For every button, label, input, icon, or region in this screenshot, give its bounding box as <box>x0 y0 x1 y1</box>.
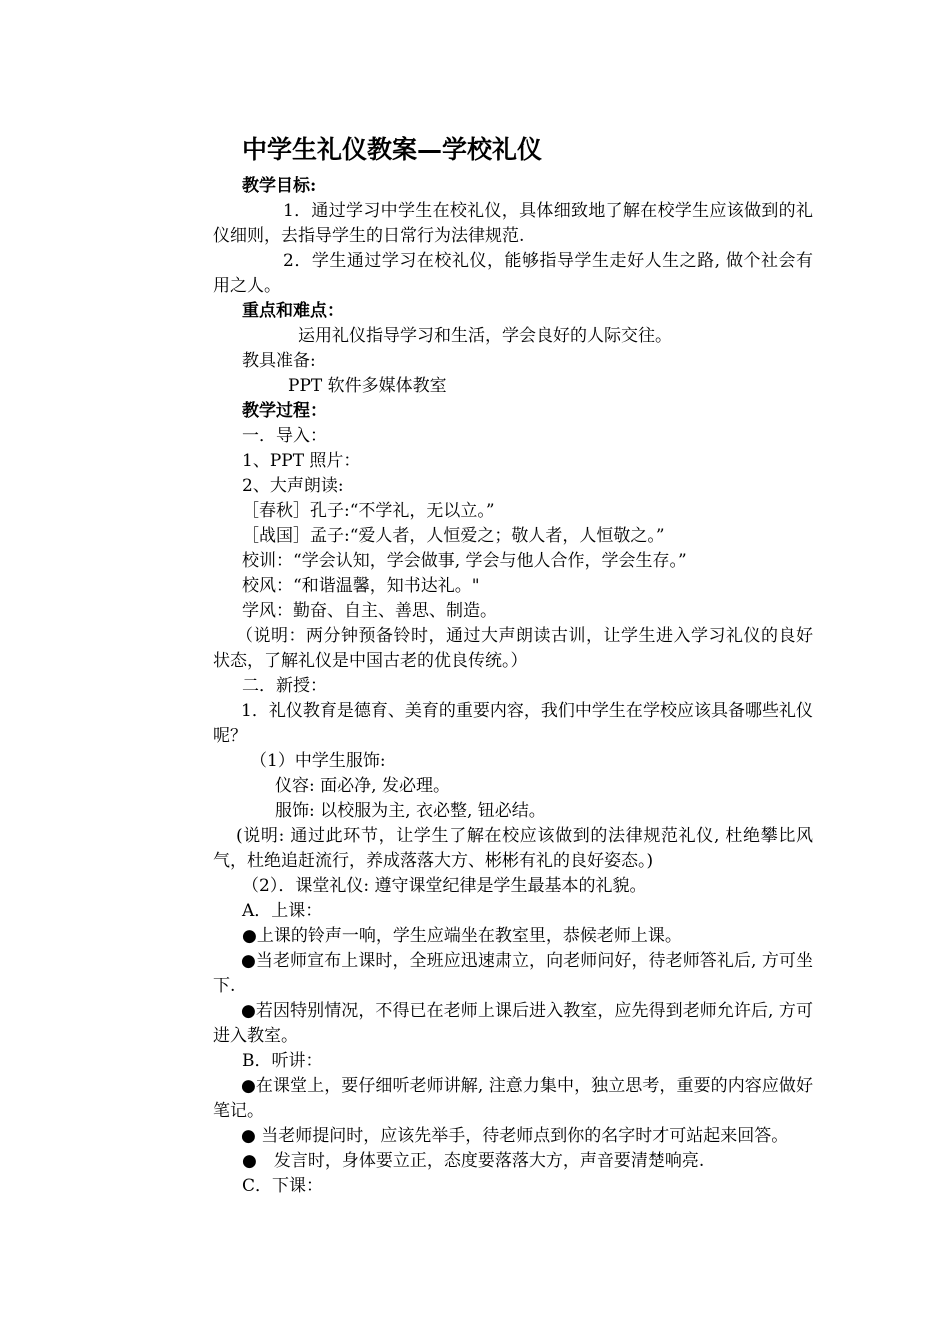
quote-confucius: ［春秋］孔子:“不学礼，无以立。” <box>242 501 495 521</box>
school-spirit: 校风：“和谐温馨，知书达礼。" <box>242 576 480 596</box>
listening-1: ●在课堂上，要仔细听老师讲解, 注意力集中，独立思考，重要的内容应做好笔记。 <box>213 1076 813 1121</box>
goals-heading: 教学目标: <box>242 176 317 196</box>
section-intro: 一．导入： <box>242 426 327 446</box>
section-new-lesson: 二．新授： <box>242 676 327 696</box>
listening-3: ● 发言时，身体要立正，态度要落落大方，声音要清楚响亮. <box>242 1151 705 1171</box>
sub-dress: （1）中学生服饰: <box>250 751 386 771</box>
study-style: 学风：勤奋、自主、善思、制造。 <box>242 601 497 621</box>
appearance-text: 仪容: 面必净, 发必理。 <box>275 776 450 796</box>
intro-item-1: 1、PPT 照片： <box>242 451 361 471</box>
process-heading: 教学过程： <box>242 401 327 421</box>
goal-2: 2．学生通过学习在校礼仪，能够指导学生走好人生之路, 做个社会有用之人。 <box>213 251 813 296</box>
note-intro: （说明：两分钟预备铃时，通过大声朗读古训，让学生进入学习礼仪的良好状态，了解礼仪是中国古老的优良传统。） <box>213 626 813 671</box>
class-end-heading: C．下课： <box>242 1176 324 1196</box>
tools-heading: 教具准备: <box>242 351 316 371</box>
class-start-1: ●上课的铃声一响，学生应端坐在教室里，恭候老师上课。 <box>242 926 682 946</box>
key-points-heading: 重点和难点： <box>242 301 344 321</box>
class-start-heading: A．上课： <box>242 901 323 921</box>
point-1: 1．礼仪教育是德育、美育的重要内容，我们中学生在学校应该具备哪些礼仪呢？ <box>213 701 813 746</box>
document-title: 中学生礼仪教案—学校礼仪 <box>242 135 543 164</box>
sub-classroom: （2）．课堂礼仪: 遵守课堂纪律是学生最基本的礼貌。 <box>242 876 647 896</box>
listening-2: ● 当老师提问时，应该先举手，待老师点到你的名字时才可站起来回答。 <box>241 1126 789 1146</box>
class-start-2: ●当老师宣布上课时，全班应迅速肃立，向老师问好，待老师答礼后, 方可坐下. <box>213 951 813 996</box>
tools-text: PPT 软件多媒体教室 <box>288 376 447 396</box>
intro-item-2: 2、大声朗读: <box>242 476 344 496</box>
document-body <box>213 174 813 1199</box>
school-motto: 校训：“学会认知，学会做事, 学会与他人合作，学会生存。” <box>242 551 687 571</box>
clothing-text: 服饰: 以校服为主, 衣必整, 钮必结。 <box>275 801 546 821</box>
class-start-3: ●若因特别情况，不得已在老师上课后进入教室，应先得到老师允许后, 方可进入教室。 <box>213 1001 813 1046</box>
goal-1: 1．通过学习中学生在校礼仪，具体细致地了解在校学生应该做到的礼仪细则，去指导学生的日常行为法律规范. <box>213 201 813 246</box>
listening-heading: B．听讲： <box>242 1051 323 1071</box>
quote-mencius: ［战国］孟子:“爱人者，人恒爱之；敬人者，人恒敬之。” <box>242 526 665 546</box>
note-dress: (说明: 通过此环节，让学生了解在校应该做到的法律规范礼仪, 杜绝攀比风气，杜绝追赶流行，养成落落大方、彬彬有礼的良好姿态。) <box>213 826 813 871</box>
key-points-text: 运用礼仪指导学习和生活，学会良好的人际交往。 <box>298 326 672 346</box>
